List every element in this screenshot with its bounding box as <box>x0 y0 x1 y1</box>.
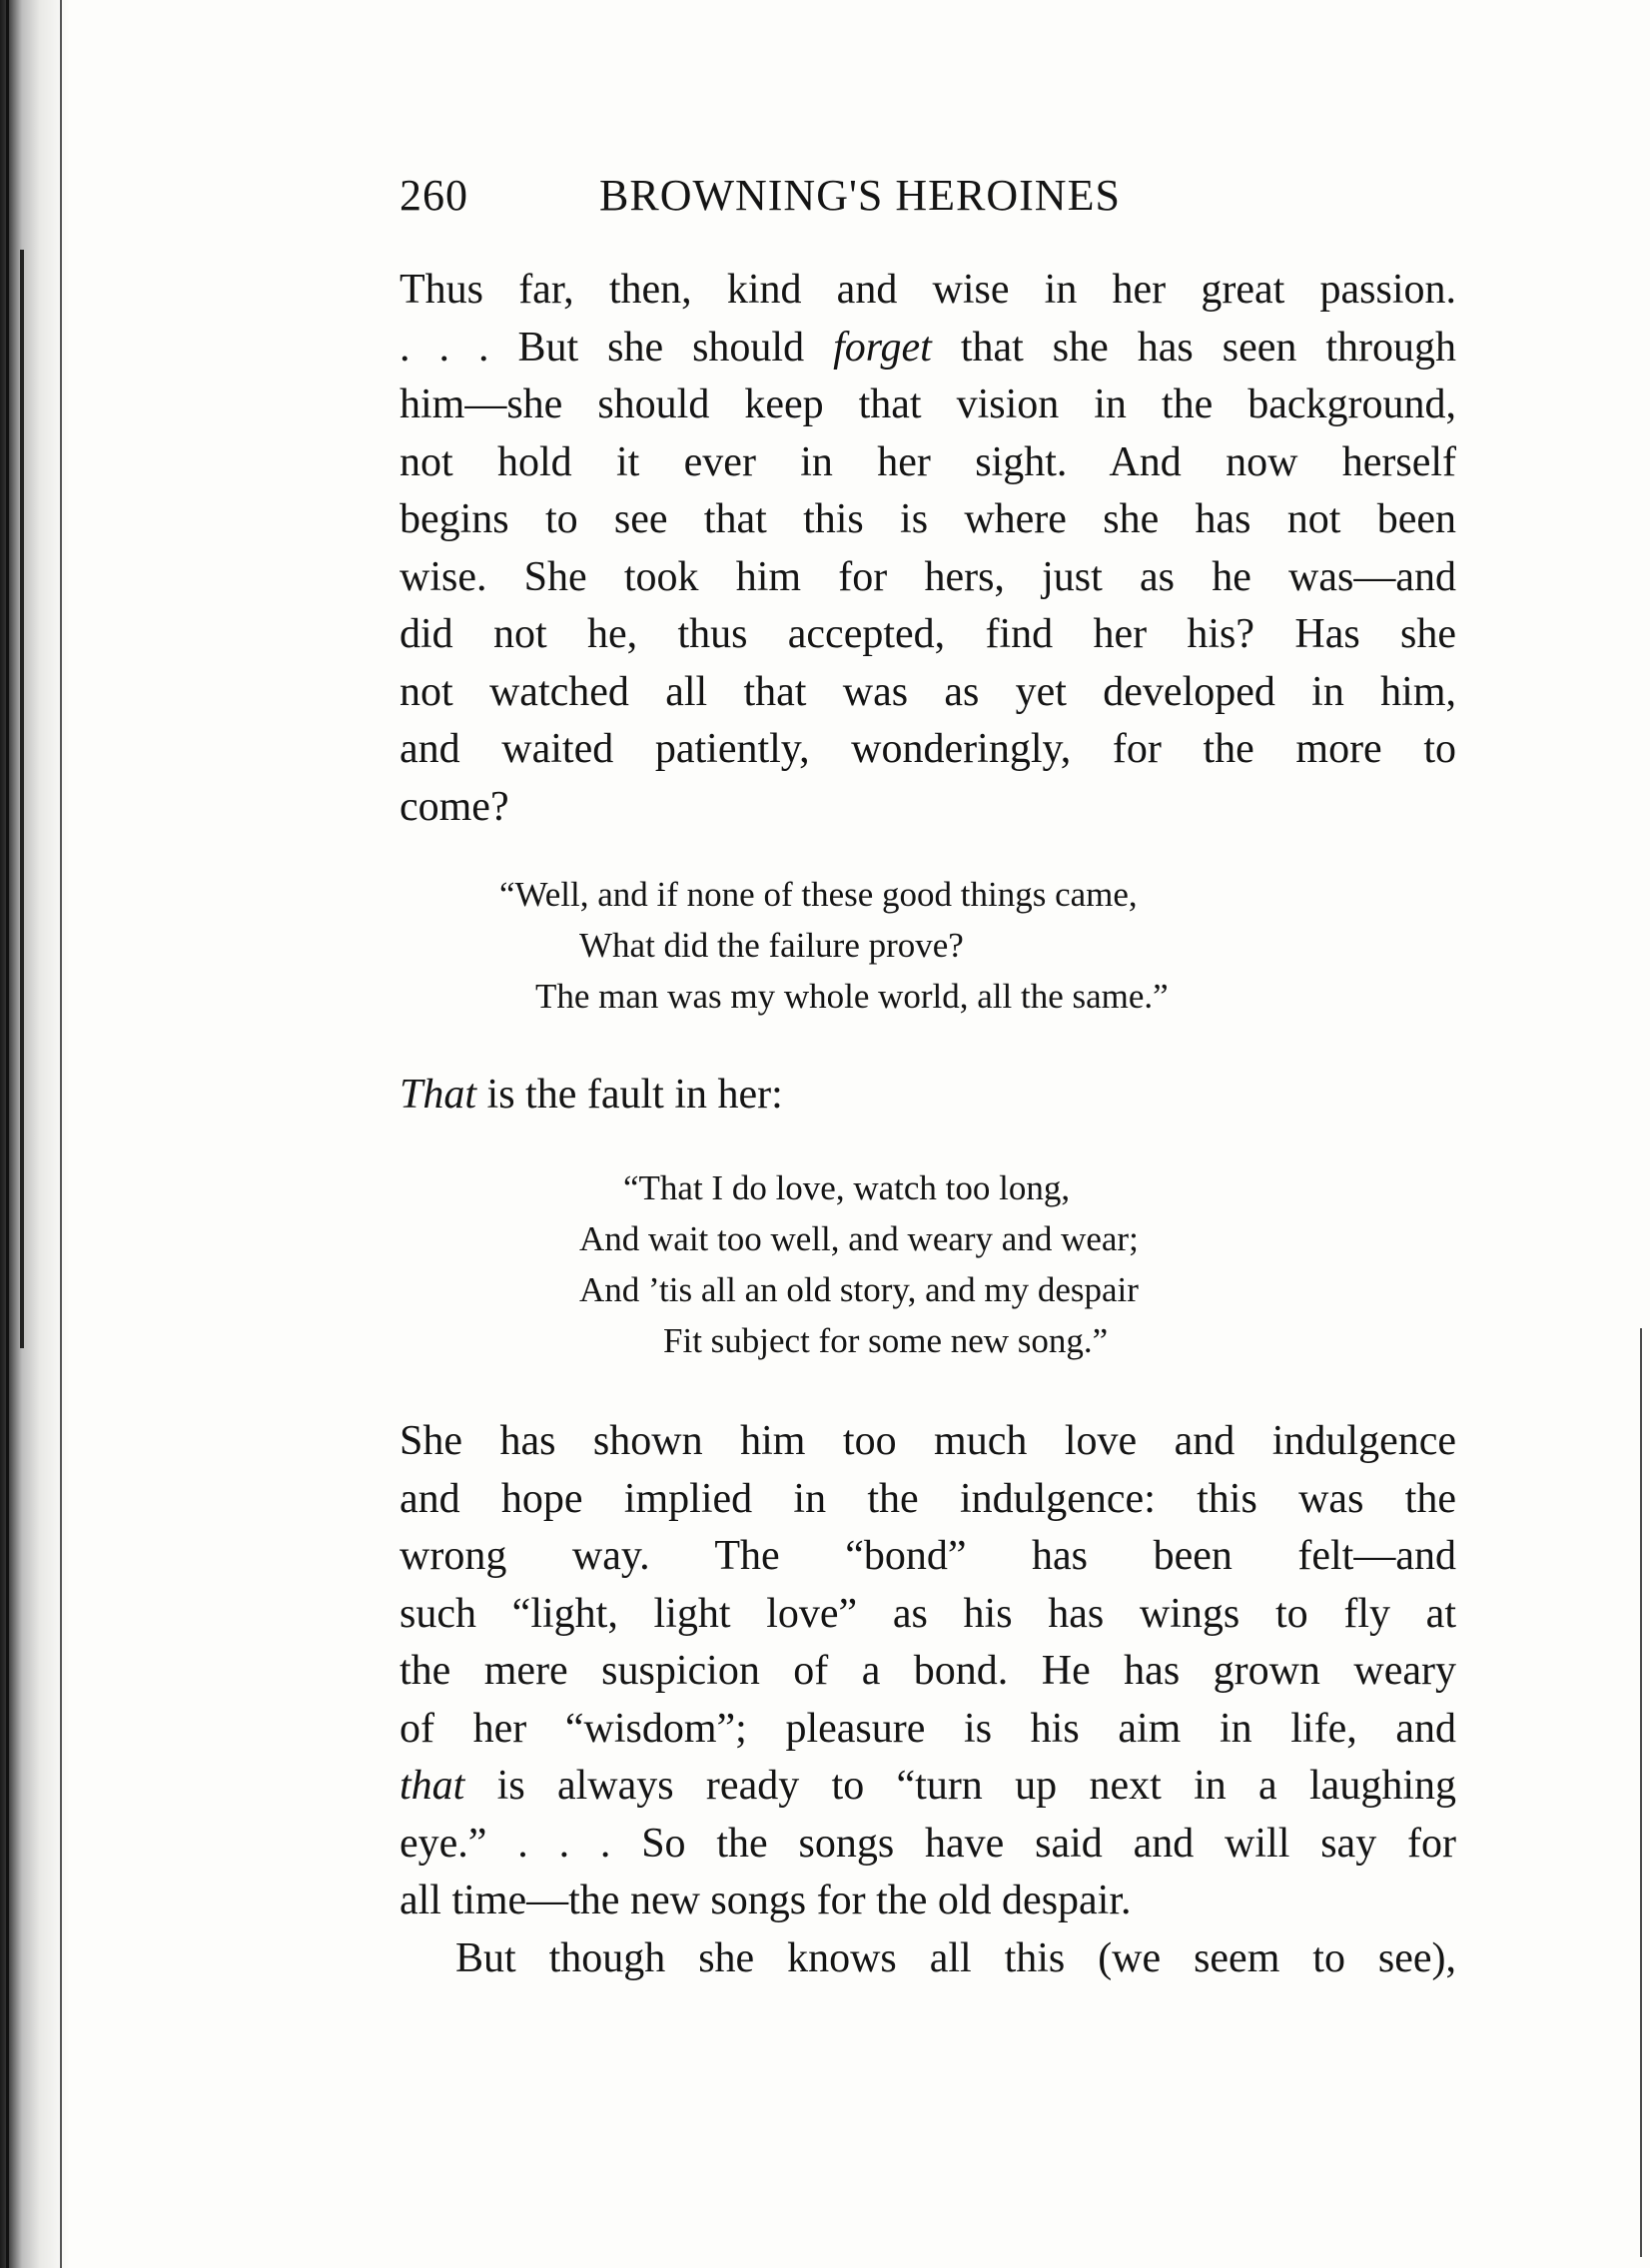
transition-line <box>400 1067 1456 1125</box>
paragraph-2 <box>400 1413 1456 1930</box>
verse-line: Fit subject for some new song.” <box>663 1321 1109 1360</box>
text-line: of her “wisdom”; pleasure is his aim in life, and <box>400 1705 1456 1752</box>
emphasis: That <box>400 1072 477 1118</box>
paragraph-1 <box>400 262 1456 836</box>
text-line: that is always ready to “turn up next in a laughing <box>400 1763 1456 1809</box>
running-title: BROWNING'S HEROINES <box>599 171 1121 220</box>
verse-line: What did the failure prove? <box>579 926 964 965</box>
gutter-fold <box>60 0 62 2268</box>
verse-line: And ’tis all an old story, and my despair <box>579 1270 1139 1309</box>
text-line: She has shown him too much love and indulgence <box>400 1418 1456 1464</box>
text-line: . . . But she should forget that she has seen through <box>400 324 1456 371</box>
emphasis: forget <box>833 324 932 371</box>
gutter-edge <box>6 0 9 2268</box>
paragraph-3 <box>400 1930 1456 1988</box>
verse-quote-1 <box>499 869 1169 1022</box>
text-line: not hold it ever in her sight. And now herself <box>400 438 1456 485</box>
gutter-shadow <box>20 250 24 1348</box>
text-line: Thus far, then, kind and wise in her great passion. <box>400 267 1456 313</box>
text-line: That is the fault in her: <box>400 1072 783 1118</box>
verse-line: “Well, and if none of these good things came, <box>499 875 1138 914</box>
verse-quote-2 <box>579 1162 1139 1366</box>
verse-line: “That I do love, watch too long, <box>623 1168 1071 1207</box>
text-line: wrong way. The “bond” has been felt—and <box>400 1533 1456 1579</box>
page-edge-rule <box>1640 1328 1642 2257</box>
text-line: all time—the new songs for the old despair. <box>400 1878 1132 1923</box>
text-line: But though she knows all this (we seem to see), <box>455 1935 1456 1981</box>
text-line: wise. She took him for hers, just as he was—and <box>400 553 1456 600</box>
text-line: did not he, thus accepted, find her his? Has she <box>400 611 1456 657</box>
running-head <box>400 170 1448 221</box>
text-line: him—she should keep that vision in the background, <box>400 381 1456 427</box>
text-line: begins to see that this is where she has not been <box>400 496 1456 542</box>
page-number: 260 <box>400 171 468 220</box>
verse-line: The man was my whole world, all the same.” <box>535 977 1169 1016</box>
text-line: come? <box>400 783 509 830</box>
emphasis: that <box>400 1763 465 1809</box>
text-line: eye.” . . . So the songs have said and will say for <box>400 1820 1456 1867</box>
text-line: such “light, light love” as his has wings to fly at <box>400 1590 1456 1637</box>
text-line: not watched all that was as yet developed in him, <box>400 668 1456 715</box>
verse-line: And wait too well, and weary and wear; <box>579 1219 1139 1258</box>
text-line: the mere suspicion of a bond. He has grown weary <box>400 1648 1456 1694</box>
text-line: and waited patiently, wonderingly, for the more to <box>400 726 1456 772</box>
text-line: and hope implied in the indulgence: this was the <box>400 1475 1456 1522</box>
